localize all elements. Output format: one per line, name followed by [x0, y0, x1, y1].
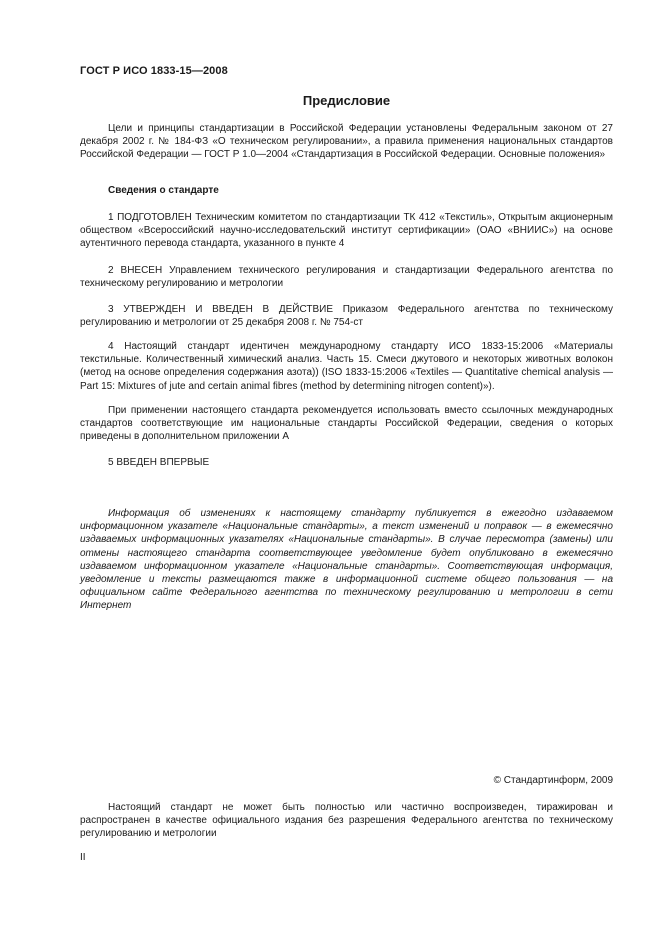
item-2: 2 ВНЕСЕН Управлением технического регулирования и стандартизации Федерального агентства по техническому регулированию и метрологии [80, 265, 613, 290]
document-code: ГОСТ Р ИСО 1833-15—2008 [80, 65, 228, 77]
page-number: II [80, 852, 86, 863]
item-3: 3 УТВЕРЖДЕН И ВВЕДЕН В ДЕЙСТВИЕ Приказом Федерального агентства по техническому регулированию и метрологии от 25 декабря 2008 г. № 754-ст [80, 304, 613, 329]
item-4-note: При применении настоящего стандарта рекомендуется использовать вместо ссылочных международных стандартов соответствующие им национальные стандарты Российской Федерации, сведения о которых приведены в дополнительном приложении А [80, 405, 613, 443]
page-title: Предисловие [302, 93, 391, 108]
item-5: 5 ВВЕДЕН ВПЕРВЫЕ [108, 457, 210, 468]
item-1: 1 ПОДГОТОВЛЕН Техническим комитетом по стандартизации ТК 412 «Текстиль», Открытым акционерным обществом «Всероссийский научно-исследовательский институт сертификации» (ОАО «ВНИИС») на основе аутентичного перевода стандарта, указанного в пункте 4 [80, 212, 613, 250]
section-heading: Сведения о стандарте [108, 185, 219, 196]
intro-paragraph: Цели и принципы стандартизации в Российской Федерации установлены Федеральным законом от 27 декабря 2002 г. № 184-ФЗ «О техническом регулировании», а правила применения национальных стандартов Российской Федерации — ГОСТ Р 1.0—2004 «Стандартизация в Российской Федерации. Основные положения» [80, 123, 613, 161]
item-4: 4 Настоящий стандарт идентичен международному стандарту ИСО 1833-15:2006 «Материалы текстильные. Количественный химический анализ. Часть 15. Смеси джутового и некоторых животных волокон (метод на основе определения содержания азота)) (ISO 1833-15:2006 «Textiles — Quantitative chemical analysis — Part 15: Mixtures of jute and certain animal fibres (method by determining nitrogen content)»). [80, 341, 613, 392]
copyright: © Стандартинформ, 2009 [493, 775, 613, 786]
notice-paragraph: Информация об изменениях к настоящему стандарту публикуется в ежегодно издаваемом информационном указателе «Национальные стандарты», а текст изменений и поправок — в ежемесячно издаваемых информационных указателях «Национальные стандарты». В случае пересмотра (замены) или отмены настоящего стандарта соответствующее уведомление будет опубликовано в ежемесячно издаваемом информационном указателе «Национальные стандарты». Соответствующая информация, уведомление и тексты размещаются также в информационной системе общего пользования — на официальном сайте Федерального агентства по техническому регулированию и метрологии в сети Интернет [80, 508, 613, 612]
reproduction-notice: Настоящий стандарт не может быть полностью или частично воспроизведен, тиражирован и распространен в качестве официального издания без разрешения Федерального агентства по техническому регулированию и метрологии [80, 802, 613, 840]
